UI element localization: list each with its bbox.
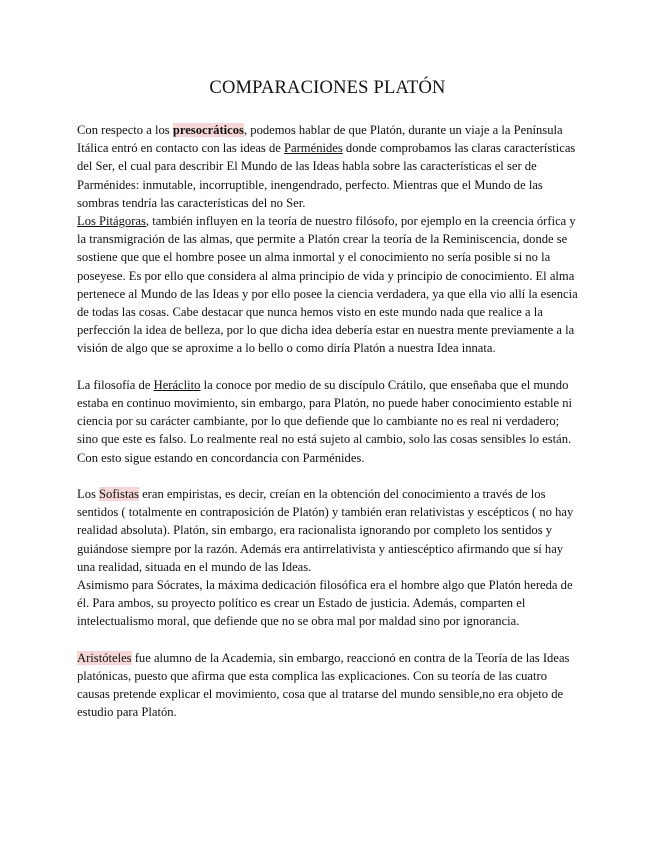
paragraph-socrates — [77, 576, 582, 631]
paragraph-presocraticos — [77, 121, 582, 212]
paragraph-gap — [77, 631, 582, 649]
text-run: La filosofía de — [77, 377, 154, 392]
text-run: Los — [77, 487, 100, 502]
underline-pitagoras: Los Pitágoras — [77, 214, 146, 229]
highlight-aristoteles: Aristóteles — [77, 650, 132, 665]
text-run: Asimismo para Sócrates, la máxima dedicación filosófica era el hombre algo que Platón hereda de él. Para ambos, su proyecto político es crear un Estado de justicia. Además, comparten el intelectualismo moral, que defiende que no se obra mal por maldad sino por ignorancia. — [77, 578, 573, 629]
text-run: eran empiristas, es decir, creían en la obtención del conocimiento a través de los sentidos ( totalmente en contraposición de Platón) y también eran relativistas y escépticos ( no hay realidad absoluta). Platón, sin embargo, era racionalista ignorando por completo los sentidos y guiándose siempre por la razón. Además era antirrelativista y antiescéptico afirmando que sí hay una realidad, situada en el mundo de las Ideas. — [77, 487, 574, 574]
document-body — [77, 121, 582, 722]
page-title: COMPARACIONES PLATÓN — [209, 78, 446, 98]
text-run: , podemos hablar de que Platón, durante un viaje a la Península Itálica entró en contacto con las ideas de — [77, 123, 563, 156]
paragraph-heraclito — [77, 376, 582, 467]
text-run: la conoce por medio de su discípulo Crátilo, que enseñaba que el mundo estaba en continuo movimiento, sin embargo, para Platón, no puede haber conocimiento estable ni ciencia por su carácter cambiante, por lo que defiende que lo cambiante no es real ni verdadero; sino que este es falso. Lo realmente real no está sujeto al cambio, solo las cosas sensibles lo están. Con esto sigue estando en concordancia con Parménides. — [77, 377, 572, 465]
paragraph-gap — [77, 358, 582, 376]
paragraph-pitagoras — [77, 212, 582, 358]
underline-parmenides: Parménides — [284, 141, 343, 156]
text-run: fue alumno de la Academia, sin embargo, reaccionó en contra de la Teoría de las Ideas platónicas, puesto que afirma que esta complica las explicaciones. Con su teoría de las cuatro causas pretende explicar el movimiento, cosa que al tratarse del mundo sensible,no era objeto de estudio para Platón. — [77, 650, 570, 720]
paragraph-gap — [77, 467, 582, 485]
highlight-presocraticos: presocráticos — [172, 123, 244, 137]
underline-heraclito: Heráclito — [153, 377, 201, 392]
text-run: Con respecto a los — [77, 123, 173, 137]
highlight-sofistas: Sofistas — [99, 487, 139, 502]
paragraph-sofistas — [77, 485, 582, 576]
text-run: , también influyen en la teoría de nuestro filósofo, por ejemplo en la creencia órfica y la transmigración de las almas, que permite a Platón crear la teoría de la Reminiscencia, donde se sostiene que que el hombre posee un alma inmortal y el conocimiento no sería posible si no la poseyese. Es por ello que considera al alma principio de vida y principio de conocimiento. El alma pertenece al Mundo de las Ideas y por ello posee la ciencia verdadera, ya que ella vio allí la esencia de todas las cosas. Cabe destacar que nunca hemos visto en este mundo nada que realice a la perfección la idea de belleza, por lo que dicha idea debería estar en nuestra mente previamente a la visión de algo que se aproxime a lo bello o como diría Platón a nuestra Idea innata. — [77, 214, 578, 356]
paragraph-aristoteles — [77, 649, 582, 722]
text-run: donde comprobamos las claras características del Ser, el cual para describir El Mundo de las Ideas habla sobre las características el ser de Parménides: inmutable, incorruptible, inengendrado, perfecto. Mientras que el Mundo de las sombras tendría las características del no Ser. — [77, 141, 576, 210]
